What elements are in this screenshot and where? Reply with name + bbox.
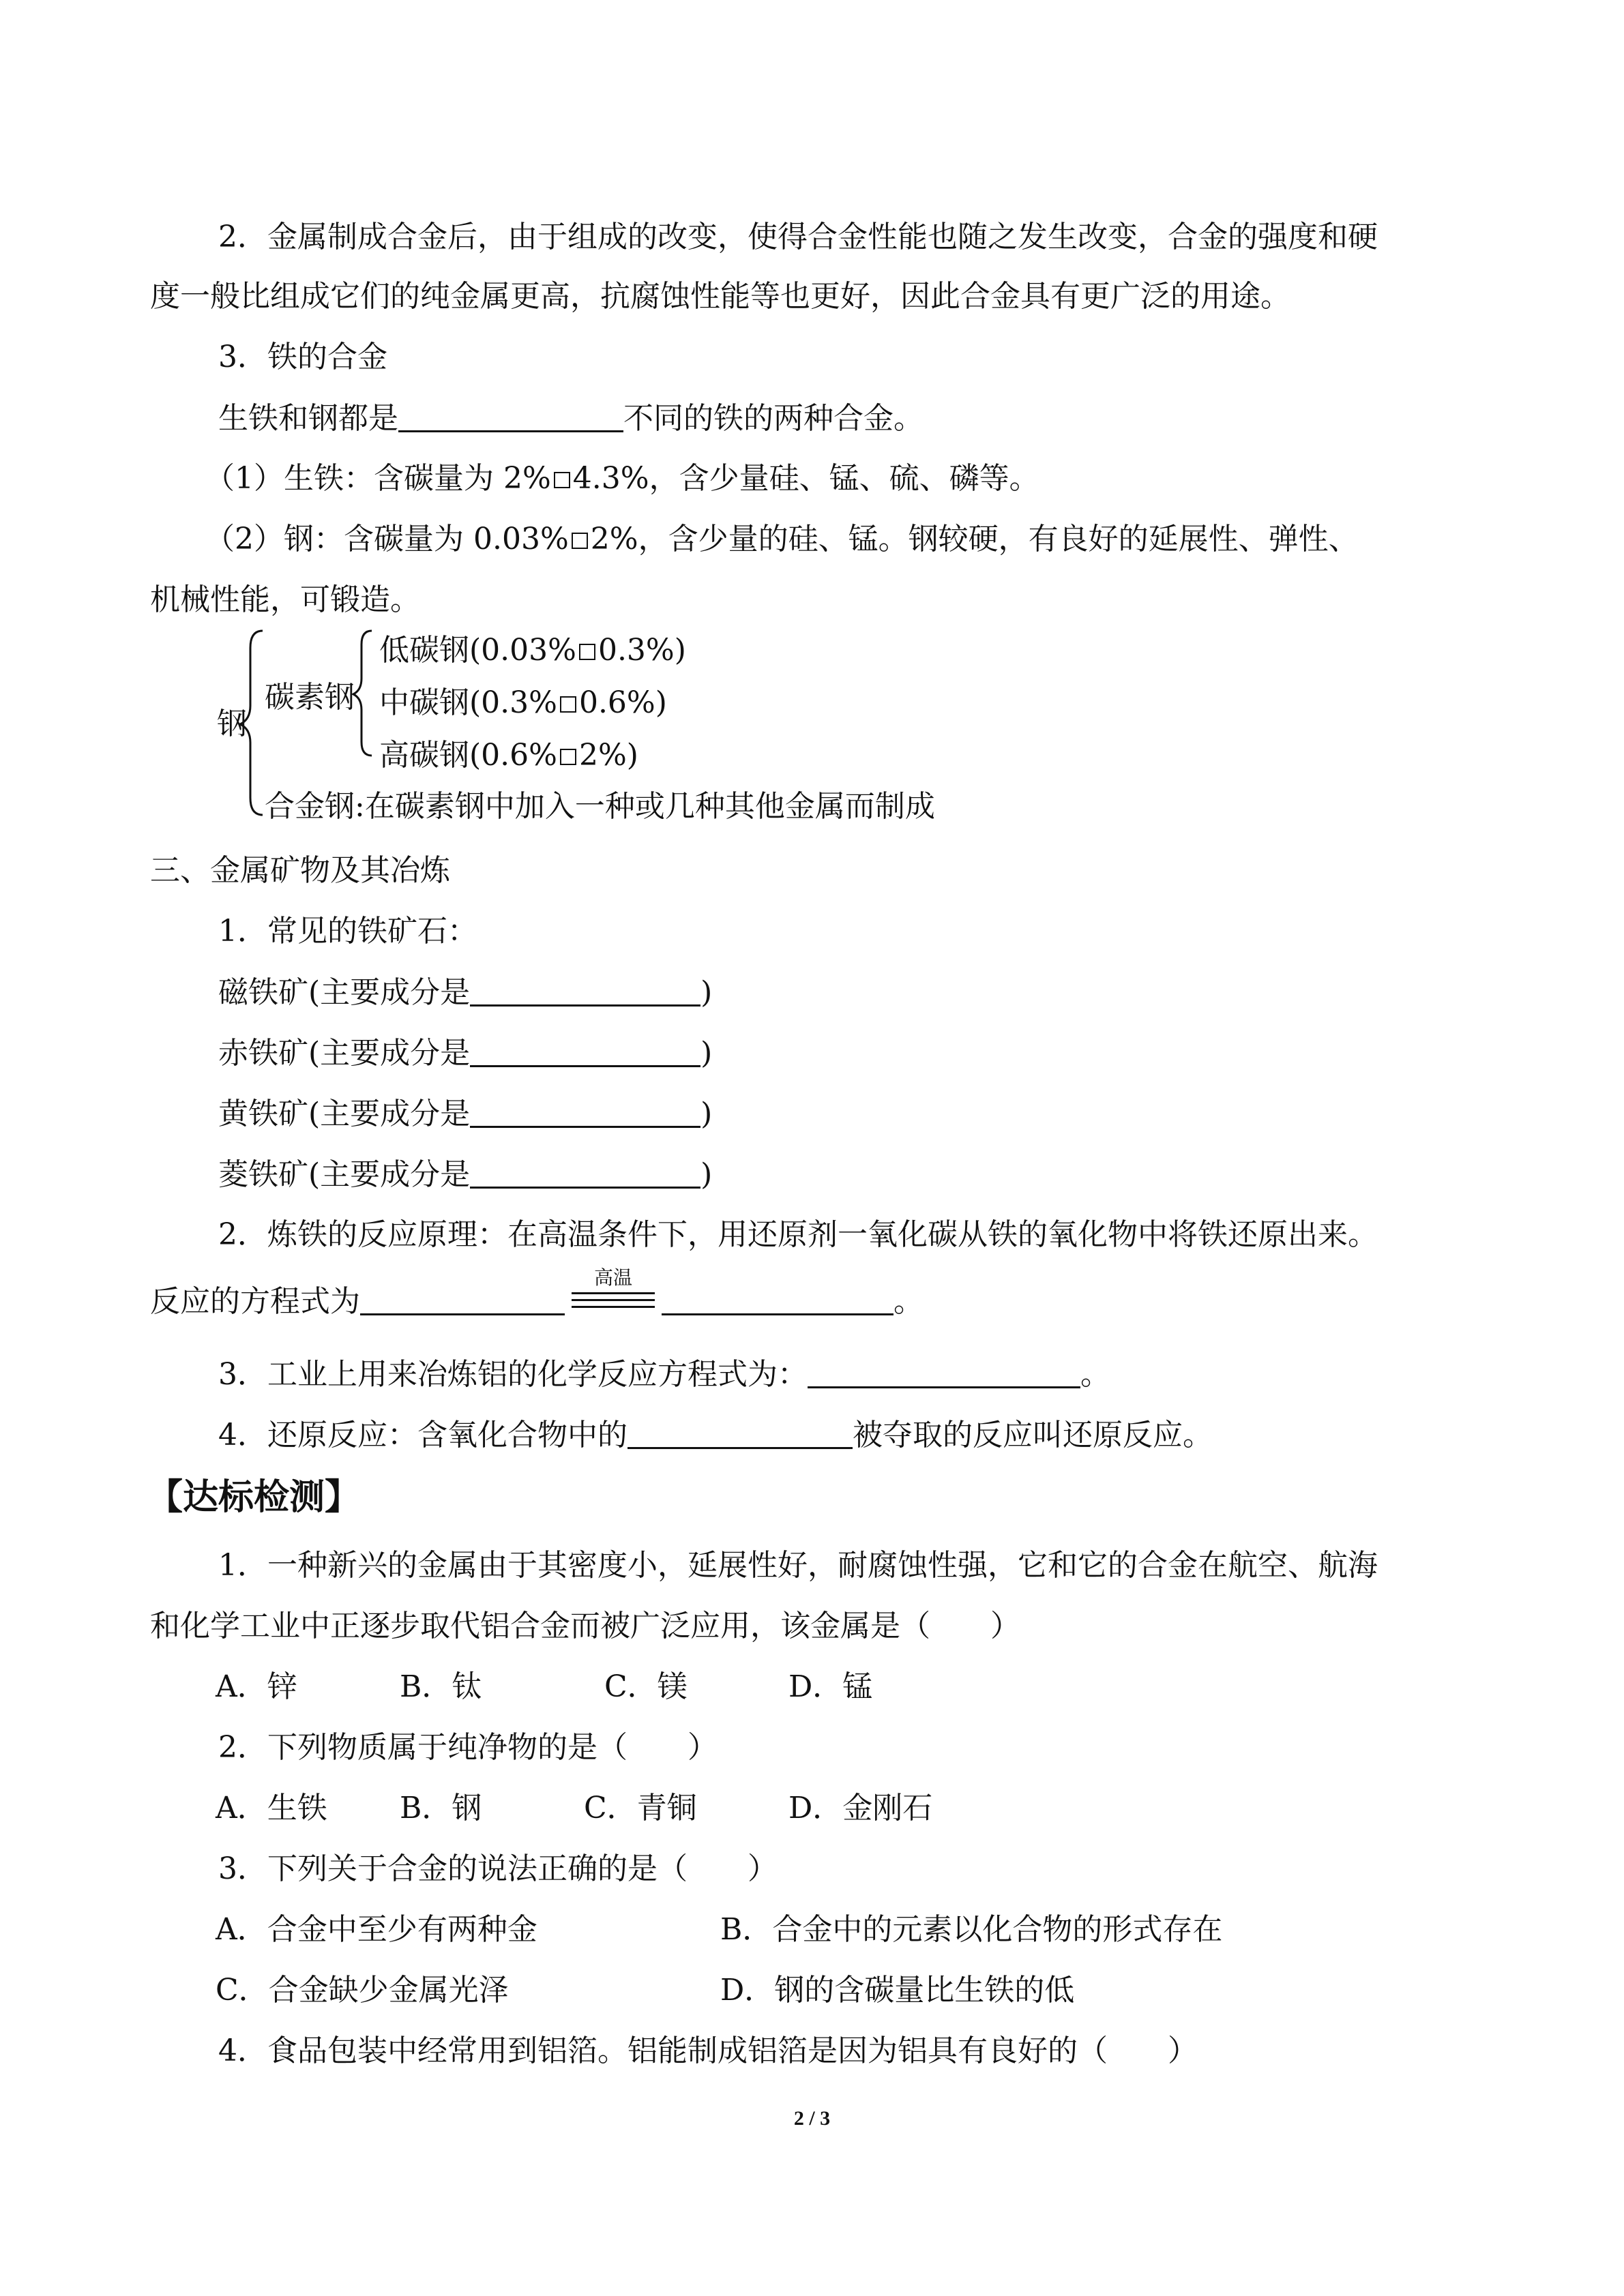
q2-option-a[interactable]: A．生铁 xyxy=(216,1791,327,1825)
steel-line-2: 机械性能，可锻造。 xyxy=(150,582,420,617)
reduction-reaction-line: 4．还原反应：含氧化合物中的 被夺取的反应叫还原反应。 xyxy=(218,1414,1213,1456)
q1-option-b[interactable]: B．钛 xyxy=(400,1669,482,1704)
q1-option-a[interactable]: A．锌 xyxy=(216,1669,297,1704)
ore-pyrite: 黄铁矿(主要成分是 ) xyxy=(218,1093,712,1135)
equation-line: 反应的方程式为 高温 。 xyxy=(150,1266,924,1319)
alloy-steel-label: 合金钢:在碳素钢中加入一种或几种其他金属而制成 xyxy=(265,789,935,824)
ore-hematite: 赤铁矿(主要成分是 ) xyxy=(218,1032,712,1074)
high-carbon-steel: 高碳钢(0.6% 2%) xyxy=(379,738,638,773)
section3-title: 三、金属矿物及其冶炼 xyxy=(150,853,450,888)
steel-text-b: 2%，含少量的硅、锰。钢较硬，有良好的延展性、弹性、 xyxy=(590,522,1359,556)
pig-iron-text-a: （1）生铁：含碳量为 2% xyxy=(205,461,551,496)
page-number: 2 / 3 xyxy=(793,2107,831,2130)
blank-ore-hematite[interactable] xyxy=(470,1032,700,1067)
steel-text-a: （2）钢：含碳量为 0.03% xyxy=(205,522,569,556)
question-4: 4．食品包装中经常用到铝箔。铝能制成铝箔是因为铝具有良好的（ ） xyxy=(218,2033,1198,2068)
para-alloy-line-1: 2．金属制成合金后，由于组成的改变，使得合金性能也随之发生改变，合金的强度和硬 xyxy=(218,220,1378,254)
test-section-title: 【达标检测】 xyxy=(147,1477,361,1518)
blank-ore-magnetite[interactable] xyxy=(470,972,700,1007)
blank-ore-pyrite[interactable] xyxy=(470,1093,700,1128)
q1-option-c[interactable]: C．镁 xyxy=(604,1669,688,1704)
missing-glyph-box xyxy=(560,749,576,765)
iron-alloy-title: 3．铁的合金 xyxy=(218,340,387,374)
blank-ore-siderite[interactable] xyxy=(470,1154,700,1189)
missing-glyph-box xyxy=(560,696,576,713)
pig-iron-text-b: 4.3%，含少量硅、锰、硫、磷等。 xyxy=(572,461,1039,496)
intro-text-b: 不同的铁的两种合金。 xyxy=(623,401,924,436)
question-1-line-1: 1．一种新兴的金属由于其密度小，延展性好，耐腐蚀性强，它和它的合金在航空、航海 xyxy=(218,1548,1378,1583)
carbon-steel-label: 碳素钢 xyxy=(265,680,355,715)
ore-siderite: 菱铁矿(主要成分是 ) xyxy=(218,1154,712,1195)
question-1-line-2: 和化学工业中正逐步取代铝合金而被广泛应用，该金属是（ ） xyxy=(150,1609,1020,1643)
question-3: 3．下列关于合金的说法正确的是（ ） xyxy=(218,1851,778,1886)
classification-root: 钢 xyxy=(217,706,247,741)
q3-option-b[interactable]: B．合金中的元素以化合物的形式存在 xyxy=(720,1912,1223,1947)
q2-option-b[interactable]: B．钢 xyxy=(400,1791,482,1825)
intro-text-a: 生铁和钢都是 xyxy=(218,401,398,436)
low-carbon-steel: 低碳钢(0.03% 0.3%) xyxy=(379,633,686,668)
reaction-equals-sign xyxy=(569,1266,658,1315)
ores-title: 1．常见的铁矿石： xyxy=(218,914,477,949)
iron-smelting-principle: 2．炼铁的反应原理：在高温条件下，用还原剂一氧化碳从铁的氧化物中将铁还原出来。 xyxy=(218,1217,1378,1252)
q3-option-c[interactable]: C．合金缺少金属光泽 xyxy=(216,1973,509,2008)
para-alloy-line-2: 度一般比组成它们的纯金属更高，抗腐蚀性能等也更好，因此合金具有更广泛的用途。 xyxy=(150,279,1290,314)
medium-carbon-steel: 中碳钢(0.3% 0.6%) xyxy=(379,685,667,720)
equation-condition: 高温 xyxy=(593,1266,632,1289)
blank-reduction[interactable] xyxy=(628,1414,853,1449)
ore-magnetite: 磁铁矿(主要成分是 ) xyxy=(218,972,712,1013)
blank-aluminum-equation[interactable] xyxy=(808,1354,1080,1388)
question-2: 2．下列物质属于纯净物的是（ ） xyxy=(218,1730,718,1765)
q2-option-c[interactable]: C．青铜 xyxy=(584,1791,697,1825)
missing-glyph-box xyxy=(579,644,595,660)
q3-option-a[interactable]: A．合金中至少有两种金 xyxy=(216,1912,537,1947)
blank-products[interactable] xyxy=(662,1281,894,1315)
q1-option-d[interactable]: D．锰 xyxy=(788,1669,873,1704)
q3-option-d[interactable]: D．钢的含碳量比生铁的低 xyxy=(720,1973,1075,2008)
q2-option-d[interactable]: D．金刚石 xyxy=(788,1791,933,1825)
aluminum-smelting-line: 3．工业上用来冶炼铝的化学反应方程式为： 。 xyxy=(218,1354,1110,1395)
blank-reactants[interactable] xyxy=(360,1281,565,1315)
